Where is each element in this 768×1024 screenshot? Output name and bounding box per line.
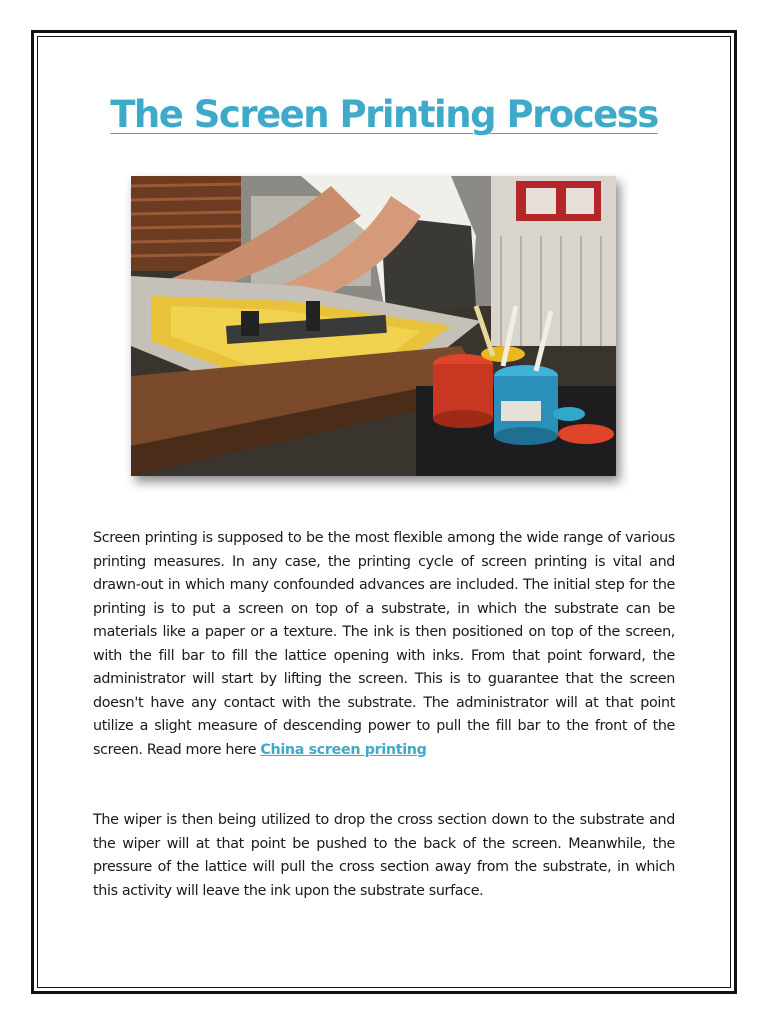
screen-printing-photo: [131, 176, 616, 476]
page-title: The Screen Printing Process: [110, 93, 658, 136]
paragraph-1: [93, 527, 675, 762]
china-screen-printing-link[interactable]: China screen printing: [260, 741, 427, 758]
paragraph-1-text: Screen printing is supposed to be the most flexible among the wide range of various printing measures. In any case, the printing cycle of screen printing is vital and drawn-out in which many confounded advances are included. The initial step for the printing is to put a screen on top of a substrate, in which the substrate can be materials like a paper or a texture. The ink is then positioned on top of the screen, with the fill bar to fill the lattice opening with inks. From that point forward, the administrator will start by lifting the screen. This is to guarantee that the screen doesn't have any contact with the substrate. The administrator will at that point utilize a slight measure of descending power to pull the fill bar to the front of the screen. Read more here: [93, 530, 675, 758]
paragraph-2: The wiper is then being utilized to drop the cross section down to the substrate and the wiper will at that point be pushed to the back of the screen. Meanwhile, the pressure of the lattice will pull the cross section away from the substrate, in which this activity will leave the ink upon the substrate surface.: [93, 812, 675, 899]
